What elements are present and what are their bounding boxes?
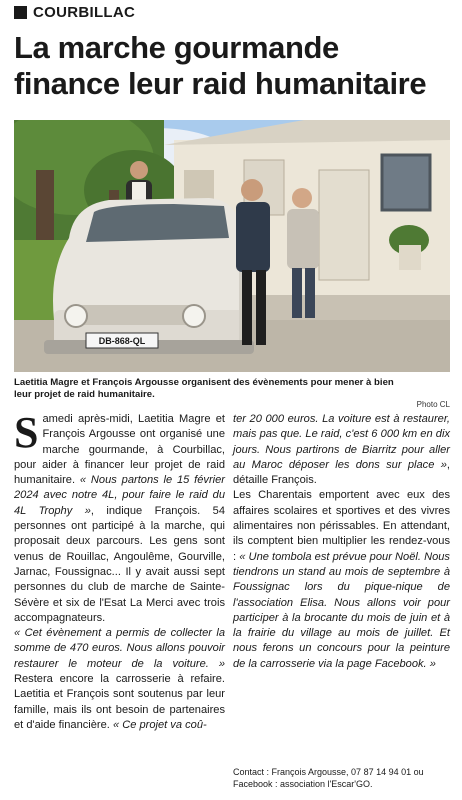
article-quote: « Cet évènement a permis de collecter la somme de 470 euros. Nous allons pouvoir restaurer le moteur de la voiture. » [14, 627, 225, 670]
article-text: Restera encore la carrosserie à refaire. Laetitia et François sont soutenus par leur famille, mais ils ont besoin de partenaires et d'aide financière. [14, 673, 225, 731]
photo-credit: Photo CL [416, 400, 450, 409]
article-quote: « Une tombola est prévue pour Noël. Nous tiendrons un stand au mois de septembre à Foussignac lors du pique-nique de l'association Elisa. Nous allons voir pour participer à la brocante du mois de juin et à la frairie du village au mois de juillet. Et nous ferons un concours pour la peinture de la carrosserie via la page Facebook. » [233, 550, 450, 670]
photo-caption: Laetitia Magre et François Argousse organisent des évènements pour mener à bien leur projet de raid humanitaire. [14, 377, 394, 400]
headline [14, 30, 454, 102]
dropcap: S [14, 408, 39, 457]
article-quote: ter 20 000 euros. La voiture est à restaurer, mais pas que. Le raid, c'est 6 000 km en dix jours. Nous partirons de Biarritz pour aller au Maroc déposer les dons sur place » [233, 413, 450, 471]
article-paragraph-1 [14, 408, 225, 626]
article-text: , indique François. 54 personnes ont participé à la marche, qui proposait deux parcours. Les gens sont venus de Rouillac, Angoulême, Gourville, Jarnac, Foussignac... Il y avait aussi sept personnes du club de marche de Sainte-Sévère et six de l'Esat La Merci avec trois accompagnateurs. [14, 504, 225, 624]
article-paragraph-3 [233, 412, 450, 488]
article-text: , détaille François. [233, 458, 450, 487]
photo-illustration [14, 120, 450, 372]
headline-line-2: finance leur raid humanitaire [14, 66, 427, 101]
article-paragraph-4 [233, 488, 450, 672]
section-tag [14, 4, 135, 21]
article-quote: « Nous partons le 15 février 2024 avec notre 4L, pour faire le raid du 4L Trophy » [14, 474, 225, 517]
section-square-icon [14, 6, 27, 19]
article-column-left [14, 408, 225, 733]
license-plate: DB-868-QL [98, 336, 146, 346]
article-quote: « Ce projet va coû- [112, 718, 207, 731]
article-text: Les Charentais emportent avec eux des affaires scolaires et sportives et des vivres alimentaires non périssables. En attendant, ils comptent bien multiplier les rendez-vous : [233, 489, 450, 563]
headline-line-1: La marche gourmande [14, 30, 339, 65]
article-text: amedi après-midi, Laetitia Magre et François Argousse ont organisé une marche gourmande, à Courbillac, pour aider à financer leur projet de raid humanitaire. [14, 413, 225, 487]
contact-info: Contact : François Argousse, 07 87 14 94 01 ou Facebook : association l'Escar'GO. [233, 767, 424, 789]
article-photo [14, 120, 450, 372]
article-column-right [233, 412, 450, 672]
photo-car [44, 198, 254, 354]
article-paragraph-2 [14, 626, 225, 733]
section-label: COURBILLAC [33, 4, 136, 21]
